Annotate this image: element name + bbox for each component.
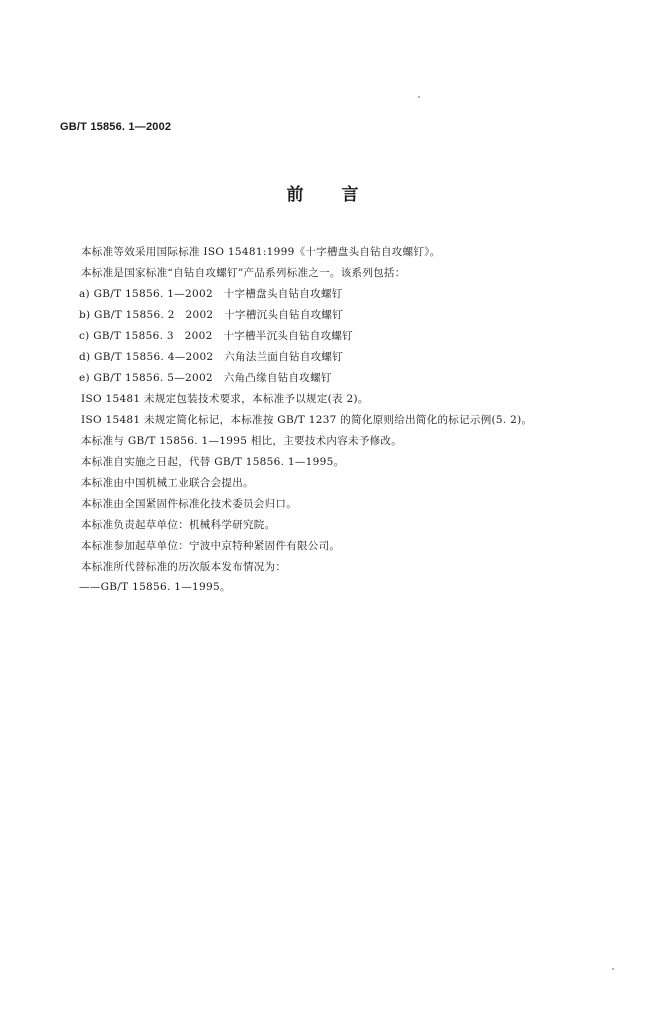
- list-item: a) GB/T 15856. 1—2002 十字槽盘头自钻自攻螺钉: [79, 288, 343, 300]
- paragraph-line: ISO 15481 未规定简化标记，本标准按 GB/T 1237 的简化原则给出简化的标记示例(5. 2)。: [81, 414, 533, 426]
- paragraph-line: 本标准与 GB/T 15856. 1—1995 相比，主要技术内容未予修改。: [81, 435, 403, 447]
- paragraph-line: 本标准自实施之日起，代替 GB/T 15856. 1—1995。: [81, 456, 345, 468]
- list-item: d) GB/T 15856. 4—2002 六角法兰面自钻自攻螺钉: [79, 351, 344, 363]
- paragraph-line: 本标准由全国紧固件标准化技术委员会归口。: [81, 498, 297, 510]
- paragraph-line: 本标准所代替标准的历次版本发布情况为：: [81, 561, 287, 573]
- list-item: c) GB/T 15856. 3 2002 十字槽半沉头自钻自攻螺钉: [79, 330, 353, 342]
- scan-speck: [612, 968, 614, 970]
- paragraph-line: 本标准参加起草单位：宁波中京特种紧固件有限公司。: [81, 540, 341, 552]
- paragraph-line: 本标准是国家标准“自钻自攻螺钉”产品系列标准之一。该系列包括：: [81, 267, 406, 279]
- list-item: e) GB/T 15856. 5—2002 六角凸缘自钻自攻螺钉: [79, 372, 332, 384]
- paragraph-line: ISO 15481 未规定包装技术要求，本标准予以规定(表 2)。: [81, 393, 369, 405]
- scan-speck: [418, 96, 420, 98]
- page-title: 前言: [286, 185, 397, 205]
- standard-number: GB/T 15856. 1—2002: [60, 121, 172, 133]
- paragraph-line: 本标准等效采用国际标准 ISO 15481:1999《十字槽盘头自钻自攻螺钉》。: [81, 246, 441, 258]
- paragraph-line: ——GB/T 15856. 1—1995。: [79, 581, 231, 593]
- list-item: b) GB/T 15856. 2 2002 十字槽沉头自钻自攻螺钉: [79, 309, 344, 321]
- paragraph-line: 本标准负责起草单位：机械科学研究院。: [81, 519, 276, 531]
- paragraph-line: 本标准由中国机械工业联合会提出。: [81, 477, 254, 489]
